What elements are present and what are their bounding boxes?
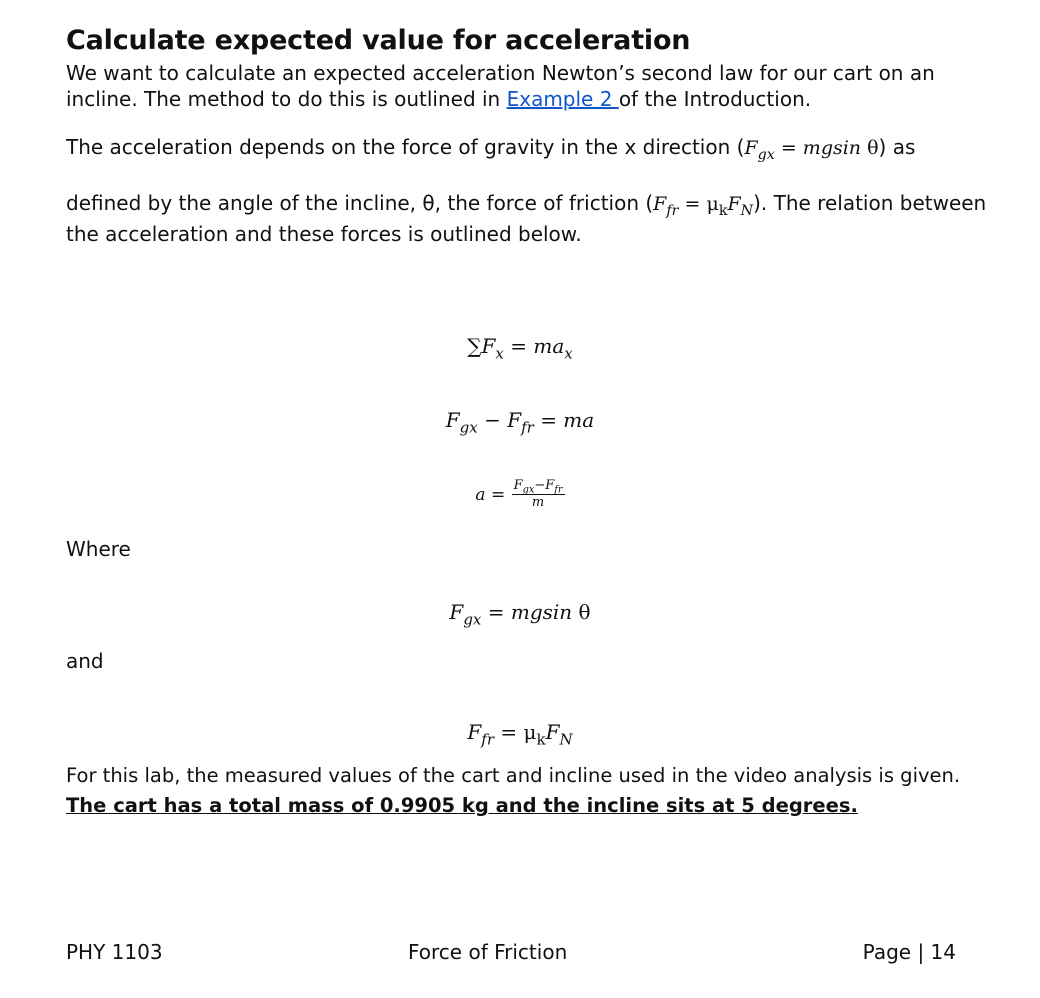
where-label: Where (66, 537, 131, 561)
example-2-link[interactable]: Example 2 (506, 87, 619, 111)
footer-title: Force of Friction (408, 940, 568, 964)
intro-text-1: We want to calculate an expected acceleration Newton’s second law for our cart on an incline. The method to do this is outlined in (66, 61, 935, 111)
equation-fgx: $F_{gx} = mgsin$ θ (449, 600, 591, 629)
force-paragraph-line2 (66, 188, 996, 249)
force-text-2: ) as (878, 135, 916, 159)
intro-paragraph (66, 60, 996, 112)
document-page (66, 24, 996, 249)
force-paragraph-line1 (66, 134, 996, 161)
and-label: and (66, 649, 104, 673)
ffr-inline-equation: $F_{fr} = \mu_kF_N$ (653, 193, 754, 219)
section-heading: Calculate expected value for acceleration (66, 25, 691, 56)
equation-ffr: $F_{fr} = \mu_kF_N$ (467, 720, 573, 749)
footer-page-number: Page | 14 (862, 940, 956, 964)
equation-net-force: $F_{gx} - F_{fr}$ = ma (445, 408, 595, 437)
intro-text-2: of the Introduction. (618, 87, 812, 111)
closing-bold-text: The cart has a total mass of 0.9905 kg and the incline sits at 5 degrees. (66, 794, 858, 817)
acceleration-fraction: $\frac{F_{gx}-F_{fr}}{m}$ (513, 478, 563, 510)
force-text-4: ). The relation between the acceleration and these forces is outlined below. (66, 191, 987, 246)
equation-sum-forces: $\sum F_x = ma_x$ (467, 334, 573, 363)
closing-paragraph (66, 763, 1006, 819)
force-text-3: defined by the angle of the incline, θ, the force of friction ( (66, 191, 654, 215)
fgx-inline-equation: $F_{gx} = mgsin$ θ (744, 137, 879, 163)
footer-course: PHY 1103 (66, 940, 163, 964)
closing-text: For this lab, the measured values of the cart and incline used in the video analysis is given. (66, 764, 961, 787)
equation-acceleration: a = $\frac{F_{gx}-F_{fr}}{m}$ (475, 478, 563, 510)
force-text-1: The acceleration depends on the force of gravity in the x direction ( (66, 135, 745, 159)
